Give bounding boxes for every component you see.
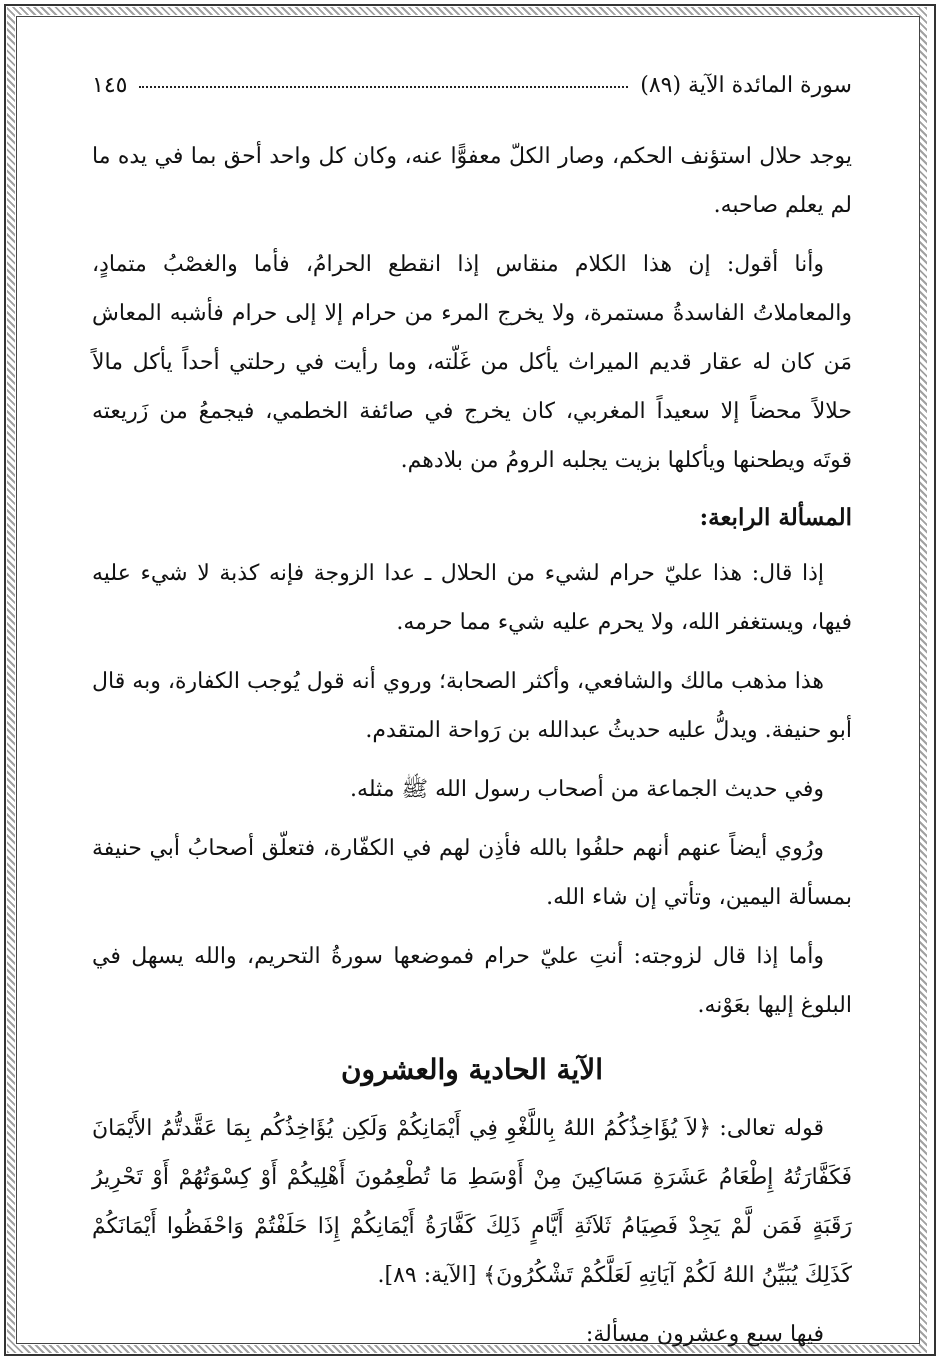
paragraph-continuation: يوجد حلال استؤنف الحكم، وصار الكلّ معفوًّا عنه، وكان كل واحد أحق بما في يده ما لم يعلم صاحبه.: [92, 144, 852, 218]
paragraph-author-opinion: وأنا أقول: إن هذا الكلام منقاس إذا انقطع الحرامُ، فأما والغصْبُ متمادٍ، والمعاملاتُ الفاسدةُ مستمرة، ولا يخرج المرء من حرام إلا إلى حرام فأشبه المعاش مَن كان له عقار قديم الميراث يأكل من غَلّته، وما رأيت في رحلتي أحداً يأكل مالاً حلالاً محضاً إلا سعيداً المغربي، كان يخرج في صائفة الخطمي، فيجمعُ من زَريعته قوتَه ويطحنها ويأكلها بزيت يجلبه الرومُ من بلادهم.: [92, 252, 852, 473]
page-content: [92, 60, 852, 1369]
page-number: ١٤٥: [92, 72, 128, 98]
header-title: سورة المائدة الآية (٨٩): [640, 72, 852, 98]
verse-paragraph: قوله تعالى: ﴿لاَ يُؤَاخِذُكُمُ اللهُ بِاللَّغْوِ فِي أَيْمَانِكُمْ وَلَكِن يُؤَاخِذُكُم بِمَا عَقَّدتُّمُ الأَيْمَانَ فَكَفَّارَتُهُ إِطْعَامُ عَشَرَةِ مَسَاكِينَ مِنْ أَوْسَطِ مَا تُطْعِمُونَ أَهْلِيكُمْ أَوْ كِسْوَتُهُمْ أَوْ تَحْرِيرُ رَقَبَةٍ فَمَن لَّمْ يَجِدْ فَصِيَامُ ثَلاَثَةِ أَيَّامٍ ذَلِكَ كَفَّارَةُ أَيْمَانِكُمْ إِذَا حَلَفْتُمْ وَاحْفَظُوا أَيْمَانَكُمْ كَذَلِكَ يُبَيِّنُ اللهُ لَكُمْ آيَاتِهِ لَعَلَّكُمْ تَشْكُرُونَ﴾ [الآية: ٨٩].: [92, 1116, 852, 1288]
closing-line: فيها سبع وعشرون مسألة:: [585, 1322, 824, 1347]
section-paragraph-4: ورُوي أيضاً عنهم أنهم حلفُوا بالله فأذِن لهم في الكفّارة، فتعلّق أصحابُ أبي حنيفة بمسألة اليمين، وتأتي إن شاء الله.: [92, 836, 852, 910]
running-header: [92, 60, 852, 110]
section-paragraph-1: إذا قال: هذا عليّ حرام لشيء من الحلال ـ عدا الزوجة فإنه كذبة لا شيء عليه فيها، ويستغفر الله، ولا يحرم عليه شيء مما حرمه.: [92, 561, 852, 635]
chapter-heading: الآية الحادية والعشرون: [340, 1053, 604, 1086]
section-paragraph-3: وفي حديث الجماعة من أصحاب رسول الله ﷺ مثله.: [350, 777, 824, 802]
header-dot-leader: [139, 74, 628, 88]
section-paragraph-2: هذا مذهب مالك والشافعي، وأكثر الصحابة؛ وروي أنه قول يُوجب الكفارة، وبه قال أبو حنيفة. ويدلُّ عليه حديثُ عبدالله بن رَواحة المتقدم.: [92, 669, 852, 743]
section-heading: المسألة الرابعة:: [699, 504, 852, 531]
section-paragraph-5: وأما إذا قال لزوجته: أنتِ عليّ حرام فموضعها سورةُ التحريم، والله يسهل في البلوغ إليها بعَوْنه.: [92, 944, 852, 1018]
